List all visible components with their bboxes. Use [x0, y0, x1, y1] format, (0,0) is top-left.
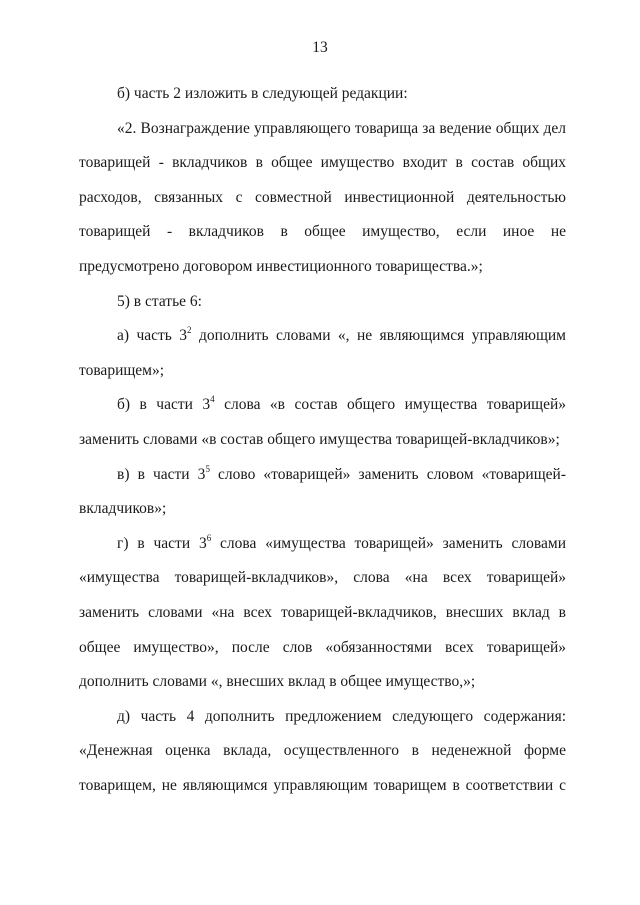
superscript-index: 5: [205, 463, 210, 474]
paragraph-text: слова «в состав общего имущества товарищей» заменить словами «в состав общего имущества товарищей-вкладчиков»;: [79, 396, 566, 448]
paragraph-text: г) в части 3: [117, 534, 207, 552]
paragraph-text: б) в части 3: [117, 396, 211, 414]
paragraph-d-part-4: д) часть 4 дополнить предложением следующего содержания: «Денежная оценка вклада, осуществленного в неденежной форме товарищем, не являющимся управляющим товарищем в соответствии с: [79, 707, 566, 794]
paragraph-g-part-3-6: [79, 527, 566, 700]
document-body: [79, 77, 566, 803]
paragraph-quoted-part-2: «2. Вознаграждение управляющего товарища за ведение общих дел товарищей - вкладчиков в общее имущество входит в состав общих расходов, связанных с совместной инвестиционной деятельностью товарищей - вкладчиков в общее имущество, если иное не предусмотрено договором инвестиционного товарищества.»;: [79, 119, 566, 275]
paragraph-text: дополнить словами «, не являющимся управляющим товарищем»;: [79, 327, 566, 379]
paragraph-a-part-3-2: [79, 319, 566, 388]
paragraph-text: а) часть 3: [117, 327, 188, 345]
paragraph-article-6-heading: 5) в статье 6:: [117, 292, 202, 310]
paragraph-text: слово «товарищей» заменить словом «товарищей-вкладчиков»;: [79, 465, 566, 518]
paragraph-text: слова «имущества товарищей» заменить словами «имущества товарищей-вкладчиков», слова «на всех товарищей» заменить словами «на всех товарищей-вкладчиков, внесших вклад в общее имущество», после слов «обязанностями всех товарищей» дополнить словами «, внесших вклад в общее имущество,»;: [79, 534, 566, 691]
superscript-index: 4: [210, 394, 215, 405]
paragraph-v-part-3-5: [79, 458, 566, 527]
superscript-index: 2: [187, 325, 192, 336]
paragraph-b-part-3-4: [79, 388, 566, 457]
paragraph-text: в) в части 3: [117, 465, 206, 483]
paragraph-b-part-2: б) часть 2 изложить в следующей редакции:: [117, 85, 408, 102]
superscript-index: 6: [206, 532, 212, 543]
page-number: 13: [312, 39, 328, 56]
